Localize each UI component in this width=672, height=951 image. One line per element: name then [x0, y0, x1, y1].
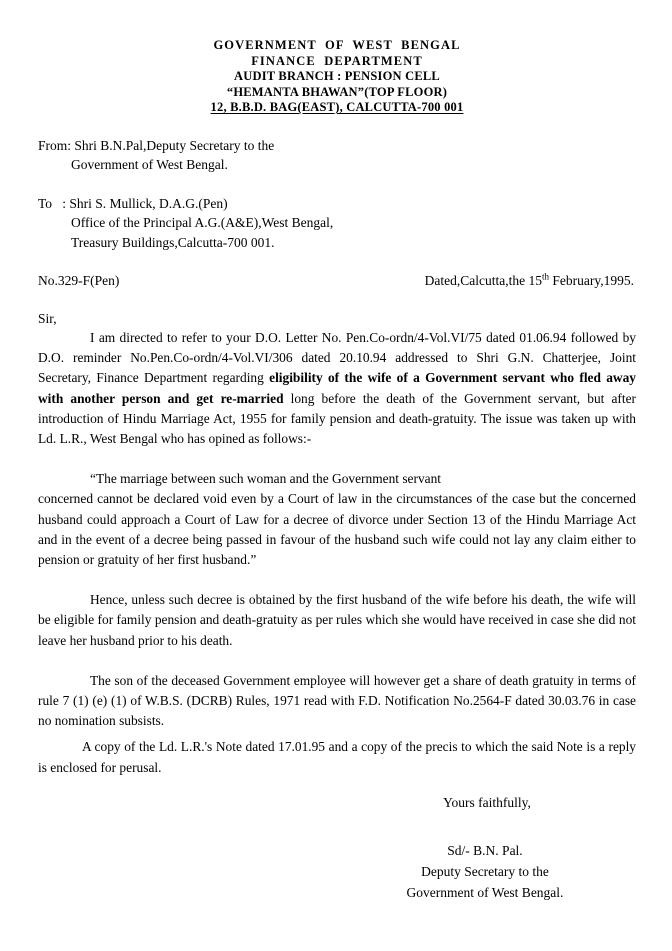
letterhead-address-line: 12, B.B.D. BAG(EAST), CALCUTTA-700 001 [210, 100, 464, 114]
address-block [38, 136, 636, 253]
paragraph-1-text-a: I am directed to refer to your D.O. Letter No. Pen.Co-ordn/4-Vol.VI/75 dated 01.06.94 followed by D.O. reminder No.Pen.Co-ordn/4-Vol.VI/306 dated 20.10.94 addressed to Shri G.N. Chatterjee, Joint Secretary, Finance Department regarding [38, 330, 636, 386]
letterhead-line-4: “HEMANTA BHAWAN”(TOP FLOOR) [226, 84, 448, 99]
to-line-3: Treasury Buildings,Calcutta-700 001. [71, 234, 275, 250]
paragraph-1 [38, 328, 636, 449]
letterhead-line-3: AUDIT BRANCH : PENSION CELL [234, 69, 440, 83]
paragraph-3-text: Hence, unless such decree is obtained by the first husband of the wife before his death, the wife will be eligible for family pension and death-gratuity as per rules which she would have received in case she did not leave her husband prior to his death. [38, 592, 636, 648]
to-label: To [38, 195, 53, 211]
paragraph-3 [38, 590, 636, 651]
date-prefix: Dated,Calcutta,the 15 [424, 273, 542, 288]
paragraph-5 [38, 737, 636, 777]
signature-block [326, 840, 644, 903]
to-line [38, 194, 636, 214]
paragraph-spacer-2 [38, 570, 636, 590]
paragraph-1-emphasis: eligibility of the wife of a Government servant who fled away with another person and get re-married [38, 370, 636, 406]
signature-designation: Deputy Secretary to the [421, 863, 549, 879]
paragraph-4 [38, 671, 636, 732]
letterhead-line-2: FINANCE DEPARTMENT [251, 53, 423, 68]
to-line-2: Office of the Principal A.G.(A&E),West Bengal, [71, 215, 334, 230]
to-colon: : [62, 195, 66, 211]
address-spacer [38, 175, 636, 194]
reference-line [38, 271, 636, 290]
letterhead-line-1: GOVERNMENT OF WEST BENGAL [213, 38, 461, 52]
from-line [38, 136, 636, 156]
signature-organisation: Government of West Bengal. [406, 884, 564, 900]
from-label: From: [38, 137, 72, 153]
date-ordinal-suffix: th [542, 271, 550, 282]
paragraph-spacer-3 [38, 651, 636, 671]
reference-date [425, 271, 636, 290]
reference-number: No.329-F(Pen) [38, 273, 120, 288]
paragraph-4-text: The son of the deceased Government employee will however get a share of death gratuity in terms of rule 7 (1) (e) (1) of W.B.S. (DCRB) Rules, 1971 read with F.D. Notification No.2564-F dated 30.03.76 in case no nomination subsists. [38, 672, 636, 729]
document-content [38, 38, 636, 903]
from-line-2: Government of West Bengal. [71, 157, 228, 172]
paragraph-spacer-1 [38, 449, 636, 469]
letterhead [38, 38, 636, 116]
quotation-first-line [38, 469, 636, 489]
signature-name: Sd/- B.N. Pal. [447, 842, 523, 858]
paragraph-1-text-b: long before the death of the Government servant, but after introduction of Hindu Marriage Act, 1955 for family pension and death-gratuity. The issue was taken up with Ld. L.R., West Bengal who has opined as follows:- [38, 390, 636, 447]
from-line-1: Shri B.N.Pal,Deputy Secretary to the [74, 137, 275, 153]
date-suffix: February,1995. [549, 273, 634, 288]
paragraph-5-text: A copy of the Ld. L.R.'s Note dated 17.01.95 and a copy of the precis to which the said Note is a reply is enclosed for perusal. [38, 739, 636, 775]
quotation-line-1: “The marriage between such woman and the Government servant [90, 471, 441, 487]
salutation: Sir, [38, 311, 57, 326]
to-line-1: Shri S. Mullick, D.A.G.(Pen) [69, 195, 228, 211]
quotation-body: concerned cannot be declared void even by a Court of law in the circumstances of the case but the concerned husband could approach a Court of Law for a decree of divorce under Section 13 of the Hindu Marriage Act and in the event of a decree being passed in favour of the husband such wife could not lay any claim either to pension or gratuity of her first husband.” [38, 491, 636, 568]
closing-salutation: Yours faithfully, [443, 794, 531, 810]
